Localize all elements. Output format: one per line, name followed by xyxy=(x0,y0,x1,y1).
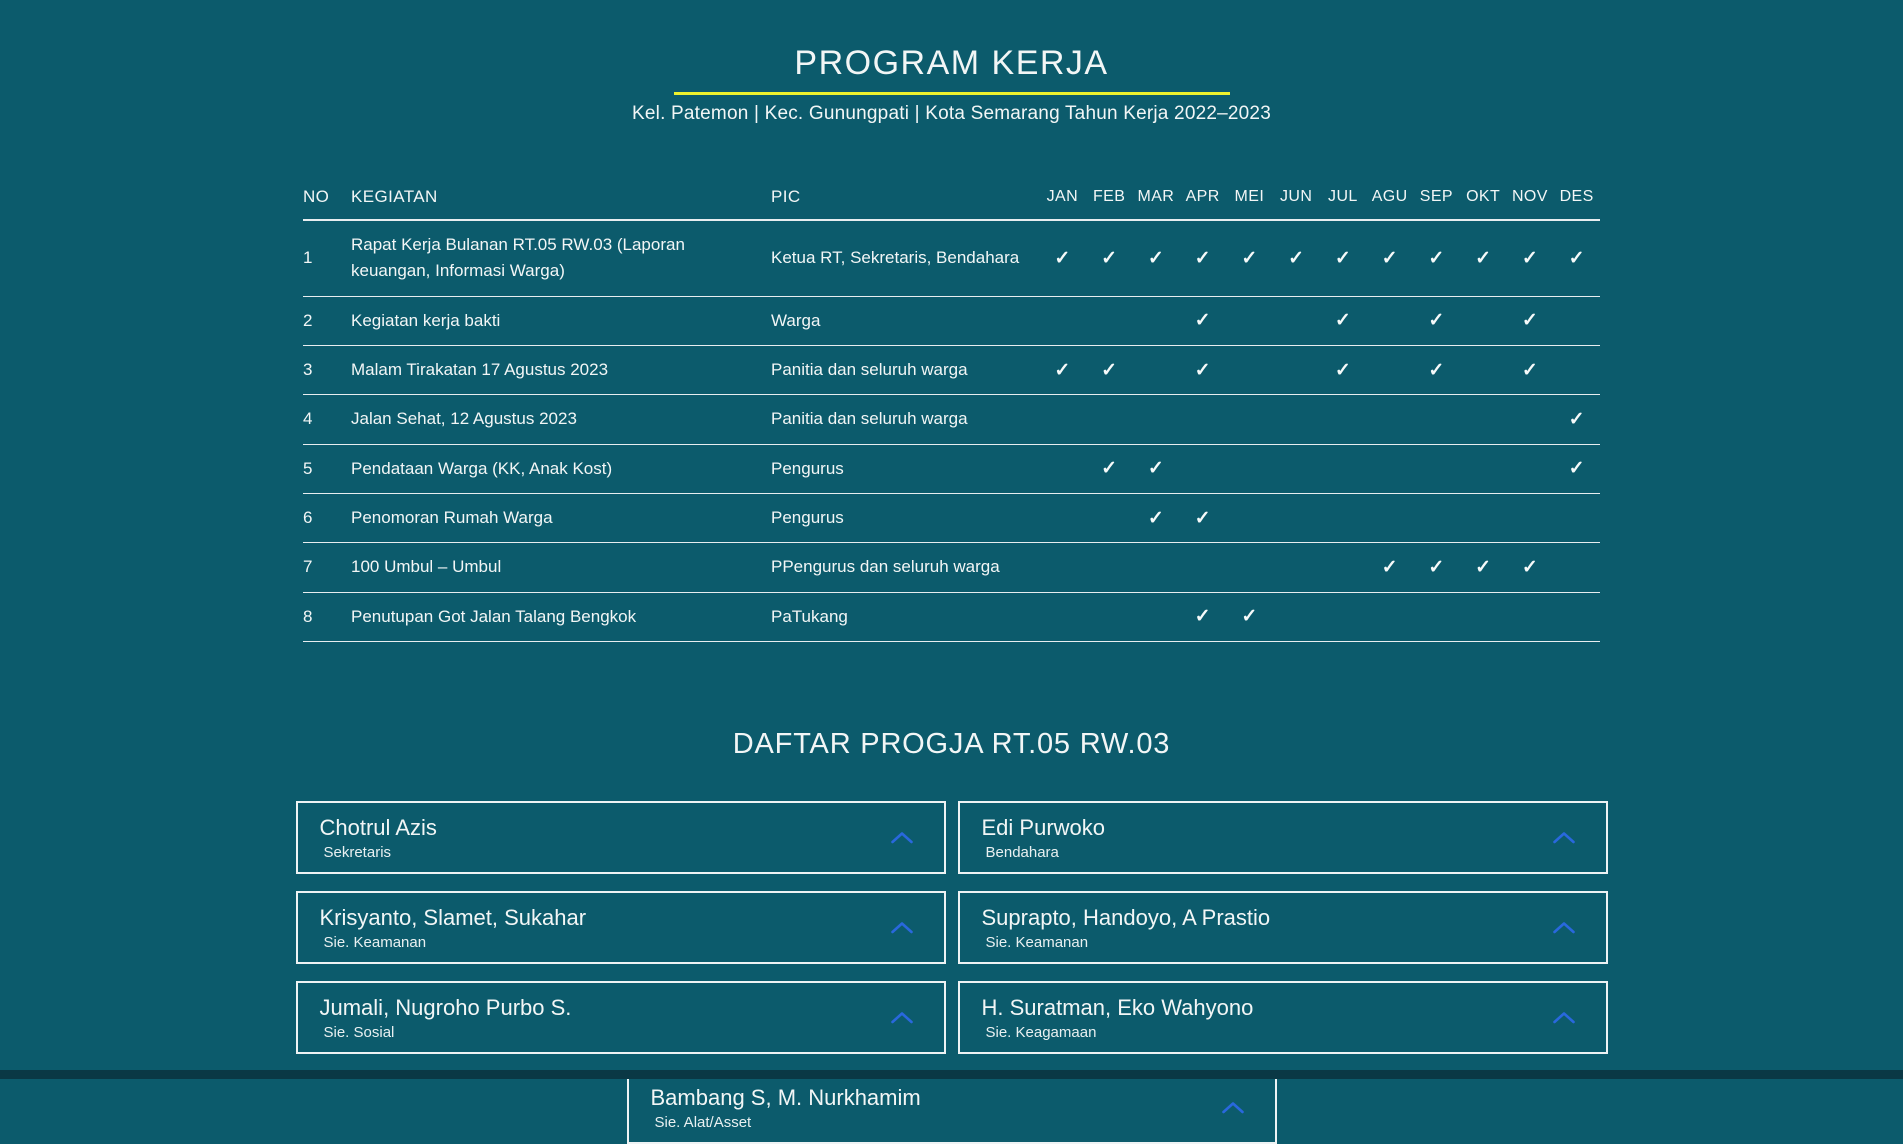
member-card[interactable] xyxy=(958,801,1608,874)
month-cell-feb xyxy=(1086,457,1133,480)
month-header-okt: OKT xyxy=(1466,188,1501,205)
pic-cell: Panitia dan seluruh warga xyxy=(771,409,968,429)
month-cell-agu xyxy=(1366,556,1413,579)
check-icon: ✓ xyxy=(1428,557,1445,579)
member-name: H. Suratman, Eko Wahyono xyxy=(981,994,1254,1020)
member-card-text xyxy=(982,815,1106,861)
month-cell-nov xyxy=(1507,309,1554,332)
check-icon: ✓ xyxy=(1194,247,1211,269)
check-icon: ✓ xyxy=(1147,458,1164,480)
check-icon: ✓ xyxy=(1521,557,1538,579)
row-number: 8 xyxy=(303,606,313,626)
month-cell-apr xyxy=(1179,247,1226,270)
table-row xyxy=(303,221,1600,297)
month-header-apr: APR xyxy=(1185,188,1220,205)
pic-cell: PaTukang xyxy=(771,606,848,626)
month-cell-jan xyxy=(1039,359,1086,382)
kegiatan-cell: Rapat Kerja Bulanan RT.05 RW.03 (Laporan keuangan, Informasi Warga) xyxy=(351,235,685,281)
chevron-up-icon[interactable] xyxy=(1552,921,1576,934)
member-card[interactable] xyxy=(296,801,946,874)
month-header-mar: MAR xyxy=(1137,188,1175,205)
row-number: 4 xyxy=(303,409,313,429)
month-cell-apr xyxy=(1179,359,1226,382)
row-number: 2 xyxy=(303,310,313,330)
check-icon: ✓ xyxy=(1101,359,1118,381)
kegiatan-cell: Kegiatan kerja bakti xyxy=(351,310,501,330)
month-header-mei: MEI xyxy=(1234,188,1265,205)
check-icon: ✓ xyxy=(1428,359,1445,381)
kegiatan-cell: Penomoran Rumah Warga xyxy=(351,508,553,528)
check-icon: ✓ xyxy=(1428,247,1445,269)
month-header-sep: SEP xyxy=(1419,188,1453,205)
table-row xyxy=(303,494,1600,543)
month-header-des: DES xyxy=(1559,188,1594,205)
month-cell-agu xyxy=(1366,247,1413,270)
member-card[interactable] xyxy=(958,981,1608,1054)
member-role: Sie. Keamanan xyxy=(323,933,427,951)
month-cell-jul xyxy=(1320,359,1367,382)
member-card-text xyxy=(320,815,437,861)
check-icon: ✓ xyxy=(1381,557,1398,579)
row-number: 3 xyxy=(303,360,313,380)
check-icon: ✓ xyxy=(1568,458,1585,480)
member-name: Bambang S, M. Nurkhamim xyxy=(650,1084,921,1110)
month-cell-feb xyxy=(1086,359,1133,382)
check-icon: ✓ xyxy=(1568,247,1585,269)
month-cell-mei xyxy=(1226,605,1273,628)
month-header-agu: AGU xyxy=(1371,188,1408,205)
check-icon: ✓ xyxy=(1334,247,1351,269)
member-name: Chotrul Azis xyxy=(319,814,437,840)
check-icon: ✓ xyxy=(1334,359,1351,381)
page-header xyxy=(0,0,1903,125)
month-cell-mei xyxy=(1226,247,1273,270)
month-cell-nov xyxy=(1507,556,1554,579)
pic-cell: Ketua RT, Sekretaris, Bendahara xyxy=(771,248,1020,268)
row-number: 6 xyxy=(303,508,313,528)
member-role: Sie. Alat/Asset xyxy=(654,1113,752,1131)
table-row xyxy=(303,445,1600,494)
check-icon: ✓ xyxy=(1475,247,1492,269)
table-row xyxy=(303,395,1600,444)
check-icon: ✓ xyxy=(1428,310,1445,332)
chevron-up-icon[interactable] xyxy=(1552,831,1576,844)
member-name: Krisyanto, Slamet, Sukahar xyxy=(319,904,587,930)
page-title: PROGRAM KERJA xyxy=(794,44,1109,82)
month-cell-des xyxy=(1553,457,1600,480)
check-icon: ✓ xyxy=(1194,606,1211,628)
pic-cell: Warga xyxy=(771,310,821,330)
month-header-feb: FEB xyxy=(1092,188,1126,205)
check-icon: ✓ xyxy=(1521,359,1538,381)
member-card[interactable] xyxy=(627,1071,1277,1144)
month-cell-jul xyxy=(1320,247,1367,270)
member-card[interactable] xyxy=(296,891,946,964)
column-header-kegiatan: KEGIATAN xyxy=(351,187,438,206)
chevron-up-icon[interactable] xyxy=(890,921,914,934)
month-cell-okt xyxy=(1460,247,1507,270)
check-icon: ✓ xyxy=(1568,409,1585,431)
kegiatan-cell: Malam Tirakatan 17 Agustus 2023 xyxy=(351,360,609,380)
member-card[interactable] xyxy=(958,891,1608,964)
pic-cell: PPengurus dan seluruh warga xyxy=(771,557,1000,577)
row-number: 1 xyxy=(303,248,313,268)
month-cell-mar xyxy=(1133,457,1180,480)
check-icon: ✓ xyxy=(1288,247,1305,269)
check-icon: ✓ xyxy=(1194,310,1211,332)
progja-section xyxy=(296,728,1608,1144)
month-header-nov: NOV xyxy=(1511,188,1548,205)
member-cards-grid xyxy=(296,801,1608,1144)
pic-cell: Pengurus xyxy=(771,508,844,528)
month-cell-okt xyxy=(1460,556,1507,579)
title-underline xyxy=(674,92,1230,95)
column-header-pic: PIC xyxy=(771,187,801,206)
month-cell-jun xyxy=(1273,247,1320,270)
check-icon: ✓ xyxy=(1101,458,1118,480)
check-icon: ✓ xyxy=(1241,247,1258,269)
member-card-text xyxy=(320,995,572,1041)
check-icon: ✓ xyxy=(1194,507,1211,529)
check-icon: ✓ xyxy=(1334,310,1351,332)
member-card-text xyxy=(651,1085,921,1131)
month-header-jul: JUL xyxy=(1328,188,1358,205)
member-card-text xyxy=(982,995,1254,1041)
table-row xyxy=(303,346,1600,395)
month-cell-nov xyxy=(1507,359,1554,382)
month-cell-jul xyxy=(1320,309,1367,332)
member-role: Sie. Keagamaan xyxy=(985,1023,1097,1041)
table-row xyxy=(303,593,1600,642)
kegiatan-cell: Penutupan Got Jalan Talang Bengkok xyxy=(351,606,637,626)
member-role: Sekretaris xyxy=(323,843,392,861)
month-cell-apr xyxy=(1179,309,1226,332)
footer-bar xyxy=(0,1070,1903,1079)
month-cell-des xyxy=(1553,247,1600,270)
month-cell-nov xyxy=(1507,247,1554,270)
row-number: 7 xyxy=(303,557,313,577)
month-cell-apr xyxy=(1179,605,1226,628)
chevron-up-icon[interactable] xyxy=(890,1011,914,1024)
member-name: Suprapto, Handoyo, A Prastio xyxy=(981,904,1271,930)
month-cell-mar xyxy=(1133,247,1180,270)
progja-section-title: DAFTAR PROGJA RT.05 RW.03 xyxy=(732,728,1171,761)
table-header-row xyxy=(303,187,1600,221)
program-table xyxy=(303,187,1600,642)
table-row xyxy=(303,543,1600,592)
month-cell-jan xyxy=(1039,247,1086,270)
member-role: Sie. Keamanan xyxy=(985,933,1089,951)
table-row xyxy=(303,297,1600,346)
check-icon: ✓ xyxy=(1147,507,1164,529)
check-icon: ✓ xyxy=(1147,247,1164,269)
row-number: 5 xyxy=(303,458,313,478)
member-card-text xyxy=(982,905,1271,951)
table-body xyxy=(303,221,1600,642)
month-cell-sep xyxy=(1413,309,1460,332)
member-role: Bendahara xyxy=(985,843,1059,861)
check-icon: ✓ xyxy=(1475,557,1492,579)
member-role: Sie. Sosial xyxy=(323,1023,395,1041)
check-icon: ✓ xyxy=(1241,606,1258,628)
pic-cell: Pengurus xyxy=(771,458,844,478)
pic-cell: Panitia dan seluruh warga xyxy=(771,360,968,380)
month-cell-apr xyxy=(1179,507,1226,530)
check-icon: ✓ xyxy=(1521,310,1538,332)
month-header-jan: JAN xyxy=(1046,188,1079,205)
member-name: Edi Purwoko xyxy=(981,814,1106,840)
check-icon: ✓ xyxy=(1521,247,1538,269)
chevron-up-icon[interactable] xyxy=(1221,1101,1245,1114)
chevron-up-icon[interactable] xyxy=(1552,1011,1576,1024)
check-icon: ✓ xyxy=(1381,247,1398,269)
month-cell-sep xyxy=(1413,556,1460,579)
member-name: Jumali, Nugroho Purbo S. xyxy=(319,994,572,1020)
member-card[interactable] xyxy=(296,981,946,1054)
month-cell-sep xyxy=(1413,359,1460,382)
kegiatan-cell: Jalan Sehat, 12 Agustus 2023 xyxy=(351,409,577,429)
check-icon: ✓ xyxy=(1194,359,1211,381)
month-cell-mar xyxy=(1133,507,1180,530)
kegiatan-cell: Pendataan Warga (KK, Anak Kost) xyxy=(351,458,613,478)
check-icon: ✓ xyxy=(1054,359,1071,381)
kegiatan-cell: 100 Umbul – Umbul xyxy=(351,557,502,577)
month-header-jun: JUN xyxy=(1279,188,1313,205)
page-subtitle: Kel. Patemon | Kec. Gunungpati | Kota Semarang Tahun Kerja 2022–2023 xyxy=(632,103,1271,124)
check-icon: ✓ xyxy=(1054,247,1071,269)
month-cell-feb xyxy=(1086,247,1133,270)
column-header-no: NO xyxy=(303,187,330,206)
check-icon: ✓ xyxy=(1101,247,1118,269)
month-cell-des xyxy=(1553,408,1600,431)
month-cell-sep xyxy=(1413,247,1460,270)
member-card-text xyxy=(320,905,587,951)
chevron-up-icon[interactable] xyxy=(890,831,914,844)
